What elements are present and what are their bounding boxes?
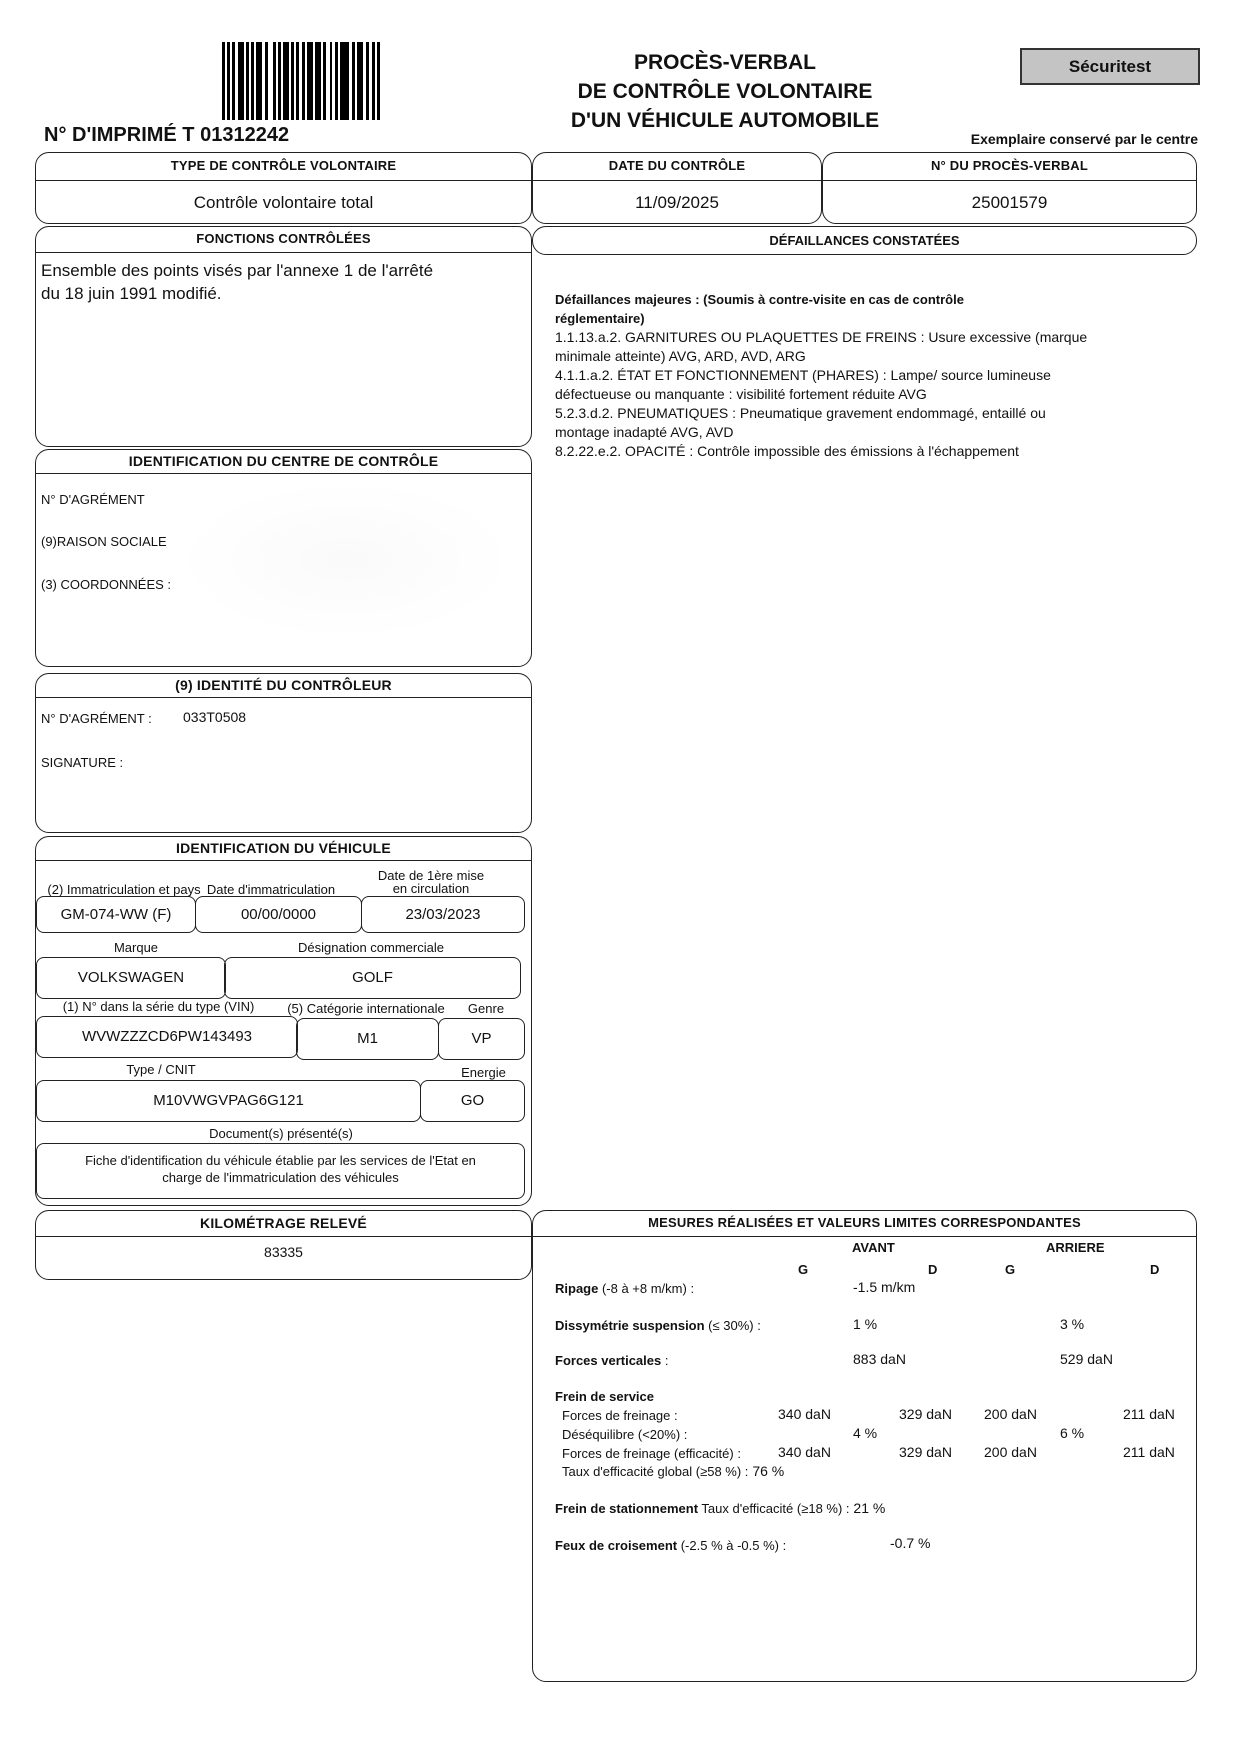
- energie-label: Energie: [461, 1065, 506, 1080]
- defaillances-header-box: [532, 226, 1197, 255]
- ffe-avant-d: 329 daN: [899, 1444, 952, 1460]
- document-title: [540, 48, 910, 135]
- kilometrage-title: KILOMÉTRAGE RELEVÉ: [36, 1211, 531, 1237]
- redacted-area: [176, 480, 516, 640]
- genre-label: Genre: [467, 1001, 505, 1016]
- deseq-avant: 4 %: [853, 1425, 878, 1441]
- kilometrage-value: 83335: [264, 1244, 303, 1260]
- date-controle-box: [532, 152, 822, 224]
- centre-box: [35, 449, 532, 667]
- date-circ-label: [356, 869, 506, 895]
- centre-title: IDENTIFICATION DU CENTRE DE CONTRÔLE: [36, 450, 531, 474]
- feux-limit: (-2.5 % à -0.5 %) :: [677, 1538, 787, 1553]
- col-avant-d: D: [928, 1262, 938, 1277]
- centre-coord-label: (3) COORDONNÉES :: [41, 577, 172, 592]
- ff-avant-g: 340 daN: [778, 1406, 831, 1422]
- fonctions-line: Ensemble des points visés par l'annexe 1 de l'arrêté: [41, 261, 434, 280]
- vin-field: WVWZZZCD6PW143493: [36, 1016, 298, 1058]
- ffe-avant-g: 340 daN: [778, 1444, 831, 1460]
- marque-label: Marque: [113, 940, 159, 955]
- dissym-label: Dissymétrie suspension: [555, 1318, 705, 1333]
- fonctions-title: FONCTIONS CONTRÔLÉES: [36, 227, 531, 253]
- ffe-label: Forces de freinage (efficacité) :: [562, 1446, 741, 1461]
- designation-field: GOLF: [224, 957, 521, 999]
- genre-field: VP: [438, 1018, 525, 1060]
- taux-global-row: [562, 1463, 784, 1479]
- immat-label: (2) Immatriculation et pays: [47, 882, 201, 897]
- defaillances-list: [555, 290, 1135, 461]
- dissym-row: [555, 1317, 761, 1333]
- documents-line: charge de l'immatriculation des véhicules: [162, 1170, 399, 1185]
- title-line: PROCÈS-VERBAL: [633, 51, 817, 74]
- date-circ-label-line: Date de 1ère mise: [377, 868, 485, 883]
- deseq-label: Déséquilibre (<20%) :: [562, 1427, 688, 1442]
- defaillances-major-heading: Défaillances majeures : (Soumis à contre-visite en cas de contrôle réglementaire): [555, 292, 964, 326]
- controleur-title: (9) IDENTITÉ DU CONTRÔLEUR: [36, 674, 531, 698]
- title-line: D'UN VÉHICULE AUTOMOBILE: [570, 109, 880, 132]
- col-arriere-g: G: [1005, 1262, 1016, 1277]
- stationnement-limit: Taux d'efficacité (≥18 %) :: [698, 1501, 850, 1516]
- immat-field: GM-074-WW (F): [36, 896, 196, 933]
- defaillance-item: 5.2.3.d.2. PNEUMATIQUES : Pneumatique gravement endommagé, entaillé ou montage inadapté AVG, AVD: [555, 405, 1046, 440]
- energie-field: GO: [420, 1080, 525, 1122]
- vin-label: (1) N° dans la série du type (VIN): [62, 999, 255, 1014]
- deseq-arriere: 6 %: [1060, 1425, 1085, 1441]
- centre-agrement-label: N° D'AGRÉMENT: [41, 492, 145, 507]
- ffe-arriere-g: 200 daN: [984, 1444, 1037, 1460]
- documents-label: Document(s) présenté(s): [209, 1126, 353, 1141]
- cnit-field: M10VWGVPAG6G121: [36, 1080, 421, 1122]
- stationnement-row: [555, 1500, 885, 1516]
- documents-line: Fiche d'identification du véhicule établie par les services de l'Etat en: [85, 1153, 476, 1168]
- fonctions-box: [35, 226, 532, 447]
- defaillance-item: 1.1.13.a.2. GARNITURES OU PLAQUETTES DE FREINS : Usure excessive (marque minimale atteinte) AVG, ARD, AVD, ARG: [555, 329, 1088, 364]
- centre-raison-label: (9)RAISON SOCIALE: [41, 534, 167, 549]
- frein-service-label: Frein de service: [555, 1389, 654, 1404]
- type-controle-box: [35, 152, 532, 224]
- signature-label: SIGNATURE :: [41, 755, 124, 770]
- defaillance-item: 4.1.1.a.2. ÉTAT ET FONCTIONNEMENT (PHARES) : Lampe/ source lumineuse défectueuse ou manquante : visibilité fortement réduite AVG: [555, 367, 1051, 402]
- vehicule-title: IDENTIFICATION DU VÉHICULE: [36, 837, 531, 861]
- fv-row: [555, 1352, 668, 1368]
- dissym-avant: 1 %: [853, 1316, 878, 1332]
- title-line: DE CONTRÔLE VOLONTAIRE: [577, 80, 873, 103]
- ripage-value: -1.5 m/km: [853, 1279, 916, 1295]
- fv-label: Forces verticales: [555, 1353, 662, 1368]
- avant-header: AVANT: [852, 1240, 895, 1255]
- barcode-bar: [340, 42, 349, 120]
- pv-number-label: N° DU PROCÈS-VERBAL: [823, 153, 1196, 181]
- controleur-box: [35, 673, 532, 833]
- marque-field: VOLKSWAGEN: [36, 957, 226, 999]
- feux-label: Feux de croisement: [555, 1538, 678, 1553]
- barcode-icon: [222, 42, 422, 120]
- stationnement-label: Frein de stationnement: [555, 1501, 699, 1516]
- controleur-agrement-value: 033T0508: [183, 709, 247, 725]
- documents-field: [36, 1143, 525, 1199]
- dissym-arriere: 3 %: [1060, 1316, 1085, 1332]
- dissym-limit: (≤ 30%) :: [704, 1318, 761, 1333]
- ffe-arriere-d: 211 daN: [1123, 1444, 1175, 1460]
- defaillances-title: DÉFAILLANCES CONSTATÉES: [769, 233, 960, 248]
- imprime-number: N° D'IMPRIMÉ T 01312242: [44, 124, 290, 146]
- feux-value: -0.7 %: [890, 1535, 931, 1551]
- arriere-header: ARRIERE: [1046, 1240, 1105, 1255]
- fv-avant: 883 daN: [853, 1351, 906, 1367]
- copy-note: Exemplaire conservé par le centre: [970, 131, 1198, 147]
- date-controle-label: DATE DU CONTRÔLE: [533, 153, 821, 181]
- defaillance-item: 8.2.22.e.2. OPACITÉ : Contrôle impossible des émissions à l'échappement: [555, 443, 1019, 459]
- stationnement-value: 21 %: [853, 1500, 886, 1516]
- kilometrage-box: [35, 1210, 532, 1280]
- barcode-bar: [377, 42, 380, 120]
- cnit-label: Type / CNIT: [126, 1062, 196, 1077]
- ripage-limit: (-8 à +8 m/km) :: [598, 1281, 695, 1296]
- date-circ-field: 23/03/2023: [361, 896, 525, 933]
- ff-arriere-g: 200 daN: [984, 1406, 1037, 1422]
- date-immat-field: 00/00/0000: [195, 896, 362, 933]
- fonctions-text: [41, 259, 433, 305]
- feux-row: [555, 1537, 786, 1553]
- designation-label: Désignation commerciale: [298, 940, 444, 955]
- ripage-label: Ripage: [555, 1281, 599, 1296]
- col-arriere-d: D: [1150, 1262, 1160, 1277]
- taux-global-value: 76 %: [752, 1463, 785, 1479]
- fv-limit: :: [661, 1353, 669, 1368]
- date-immat-label: Date d'immatriculation: [206, 882, 336, 897]
- mesures-title: MESURES RÉALISÉES ET VALEURS LIMITES CORRESPONDANTES: [533, 1211, 1196, 1237]
- type-controle-label: TYPE DE CONTRÔLE VOLONTAIRE: [36, 153, 531, 181]
- taux-global-label: Taux d'efficacité global (≥58 %) :: [562, 1464, 749, 1479]
- ff-avant-d: 329 daN: [899, 1406, 952, 1422]
- pv-number-box: [822, 152, 1197, 224]
- ff-label: Forces de freinage :: [562, 1408, 678, 1423]
- col-avant-g: G: [798, 1262, 809, 1277]
- fv-arriere: 529 daN: [1060, 1351, 1113, 1367]
- ff-arriere-d: 211 daN: [1123, 1406, 1175, 1422]
- fonctions-line: du 18 juin 1991 modifié.: [41, 284, 222, 303]
- date-circ-label-line: en circulation: [392, 881, 470, 896]
- vehicule-box: [35, 836, 532, 1206]
- pv-number-value: 25001579: [971, 193, 1048, 212]
- categorie-field: M1: [296, 1018, 439, 1060]
- brand-badge: Sécuritest: [1020, 48, 1200, 85]
- date-controle-value: 11/09/2025: [635, 193, 719, 212]
- categorie-label: (5) Catégorie internationale: [287, 1001, 445, 1016]
- ripage-row: [555, 1280, 694, 1296]
- type-controle-value: Contrôle volontaire total: [193, 193, 374, 212]
- controleur-agrement-label: N° D'AGRÉMENT :: [41, 711, 152, 726]
